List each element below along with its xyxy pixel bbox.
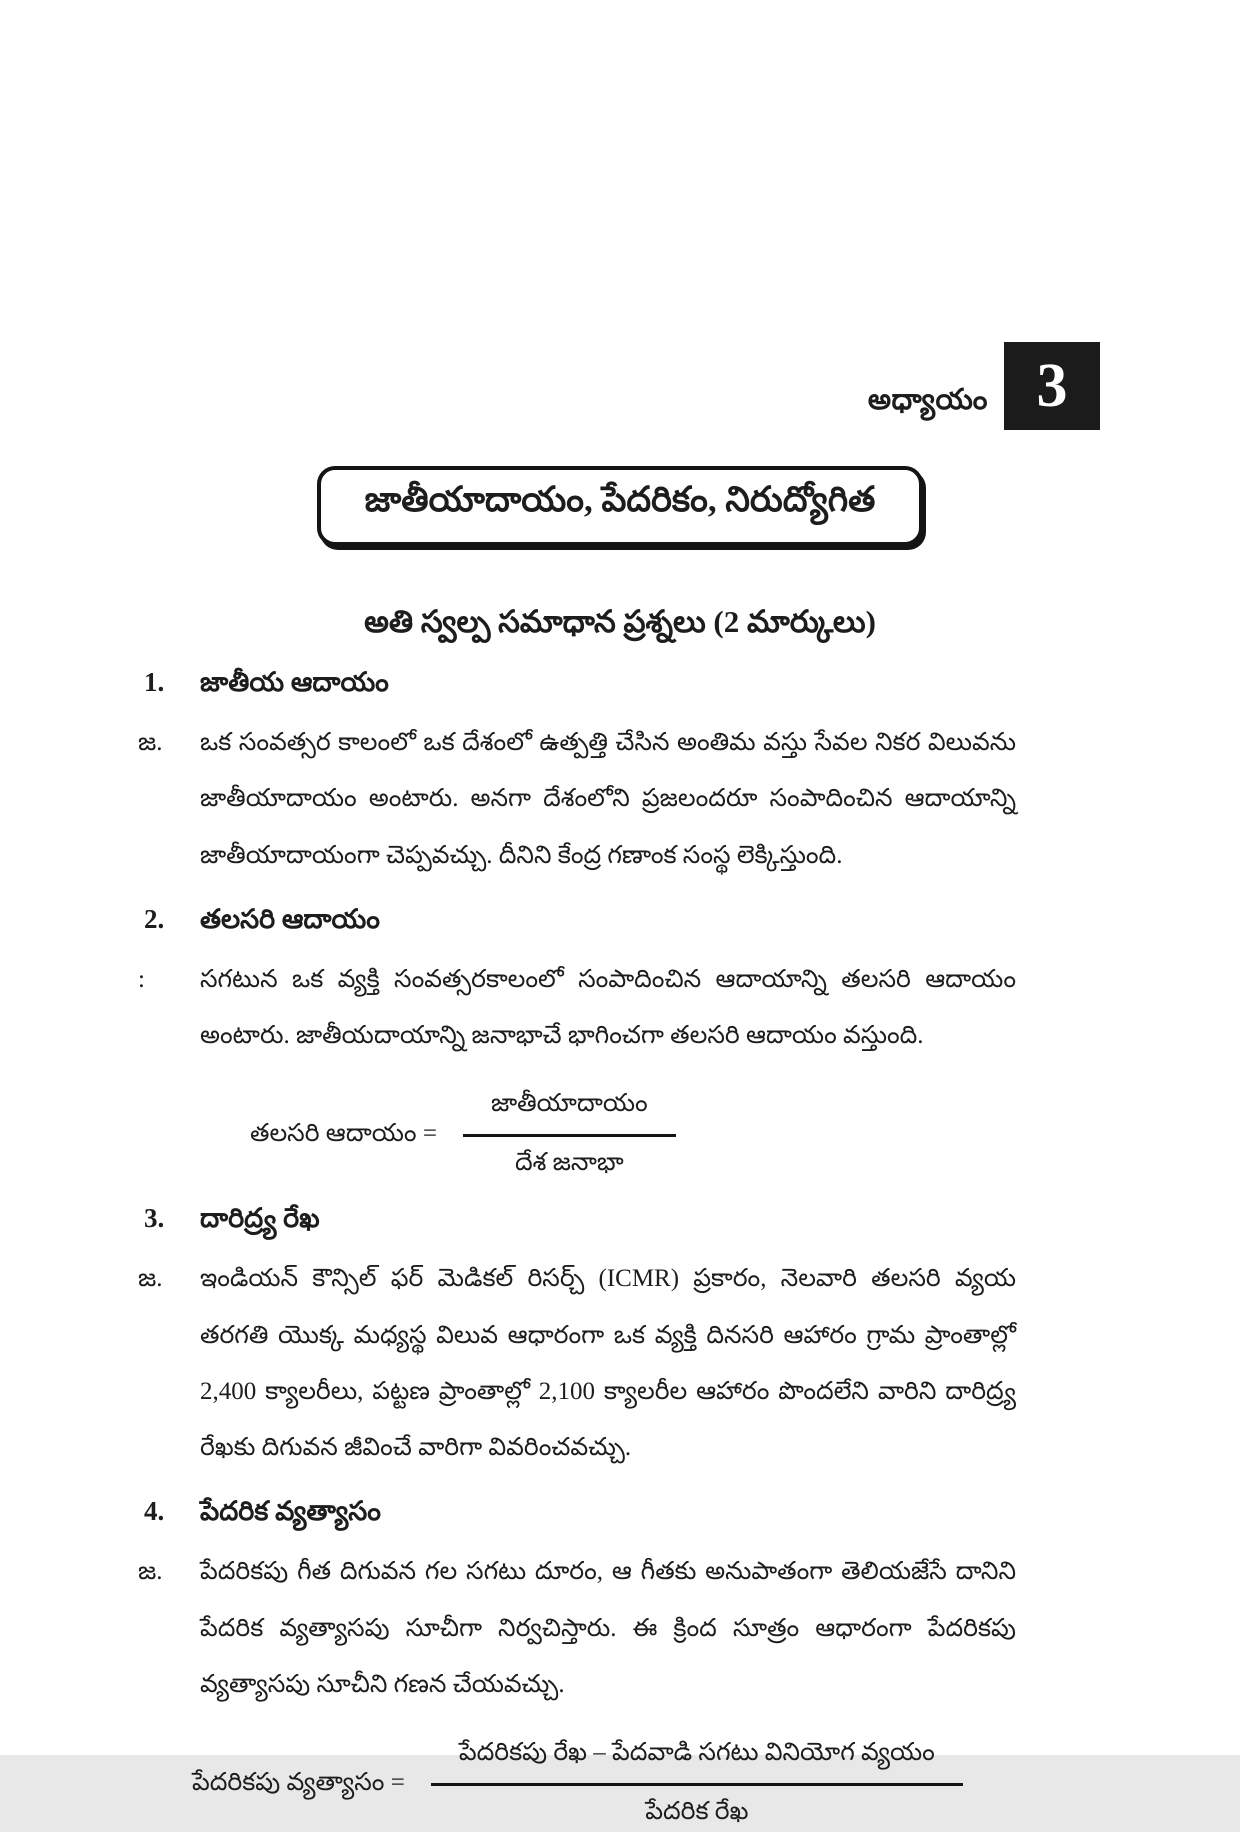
chapter-label: అధ్యాయం xyxy=(867,384,988,416)
answer-marker: జ. xyxy=(138,1265,163,1293)
formula-fraction xyxy=(431,1739,963,1832)
formula-numerator: జాతీయాదాయం xyxy=(463,1090,676,1137)
answer-marker: జ. xyxy=(138,1558,163,1586)
question-number: 2. xyxy=(144,903,165,934)
answer-row xyxy=(130,1544,1016,1713)
question-row xyxy=(130,667,1016,705)
formula-denominator: దేశ జనాభా xyxy=(514,1149,624,1177)
answer-text: సగటున ఒక వ్యక్తి సంవత్సరకాలంలో సంపాదించిన ఆదాయాన్ని తలసరి ఆదాయం అంటారు. జాతీయదాయాన్ని జనాభాచే భాగించగా తలసరి ఆదాయం వస్తుంది. xyxy=(200,965,1016,1049)
question-title: పేదరిక వ్యత్యాసం xyxy=(200,1496,381,1527)
question-row xyxy=(130,1203,1016,1241)
answer-text: పేదరికపు గీత దిగువన గల సగటు దూరం, ఆ గీతకు అనుపాతంగా తెలియజేసే దానిని పేదరిక వ్యత్యాసపు సూచీగా నిర్వచిస్తారు. ఈ క్రింద సూత్రం ఆధారంగా పేదరికపు వ్యత్యాసపు సూచీని గణన చేయవచ్చు. xyxy=(200,1558,1016,1698)
answer-text: ఇండియన్ కౌన్సిల్ ఫర్ మెడికల్ రిసర్చ్ (ICMR) ప్రకారం, నెలవారి తలసరి వ్యయ తరగతి యొక్క మధ్యస్థ విలువ ఆధారంగా ఒక వ్యక్తి దినసరి ఆహారం గ్రామ ప్రాంతాల్లో 2,400 క్యాలరీలు, పట్టణ ప్రాంతాల్లో 2,100 క్యాలరీల ఆహారం పొందలేని వారిని దారిద్ర్య రేఖకు దిగువన జీవించే వారిగా వివరించవచ్చు. xyxy=(200,1265,1016,1461)
chapter-header xyxy=(0,0,1240,430)
section-heading: అతి స్వల్ప సమాధాన ప్రశ్నలు (2 మార్కులు) xyxy=(364,604,876,639)
chapter-number-box xyxy=(1004,342,1100,430)
chapter-number: 3 xyxy=(1036,351,1068,420)
answer-marker: : xyxy=(138,965,145,993)
question-title: దారిద్ర్య రేఖ xyxy=(200,1203,320,1234)
question-row xyxy=(130,904,1016,942)
answer-row xyxy=(130,952,1016,1065)
answer-row xyxy=(130,715,1016,884)
answer-marker: జ. xyxy=(138,729,163,756)
chapter-title: జాతీయాదాయం, పేదరికం, నిరుద్యోగిత xyxy=(317,466,924,546)
formula-lhs: తలసరి ఆదాయం = xyxy=(250,1119,437,1147)
formula-lhs: పేదరికపు వ్యత్యాసం = xyxy=(192,1768,405,1796)
answer-row xyxy=(130,1251,1016,1476)
chapter-title-wrap xyxy=(0,466,1240,546)
formula-numerator: పేదరికపు రేఖ – పేదవాడి సగటు వినియోగ వ్యయం xyxy=(431,1739,963,1786)
question-title: తలసరి ఆదాయం xyxy=(200,903,380,934)
answer-text: ఒక సంవత్సర కాలంలో ఒక దేశంలో ఉత్పత్తి చేసిన అంతిమ వస్తు సేవల నికర విలువను జాతీయాదాయం అంటారు. అనగా దేశంలోని ప్రజలందరూ సంపాదించిన ఆదాయాన్ని జాతీయాదాయంగా చెప్పవచ్చు. దీనిని కేంద్ర గణాంక సంస్థ లెక్కిస్తుంది. xyxy=(200,729,1016,869)
formula-denominator: పేదరిక రేఖ xyxy=(645,1798,749,1825)
question-number: 4. xyxy=(144,1496,165,1527)
poverty-gap-formula xyxy=(192,1739,1240,1832)
question-number: 3. xyxy=(144,1203,165,1234)
question-title: జాతీయ ఆదాయం xyxy=(200,667,389,697)
per-capita-income-formula xyxy=(250,1090,1240,1183)
question-row xyxy=(130,1496,1016,1534)
question-number: 1. xyxy=(144,667,165,697)
formula-fraction xyxy=(463,1090,676,1183)
